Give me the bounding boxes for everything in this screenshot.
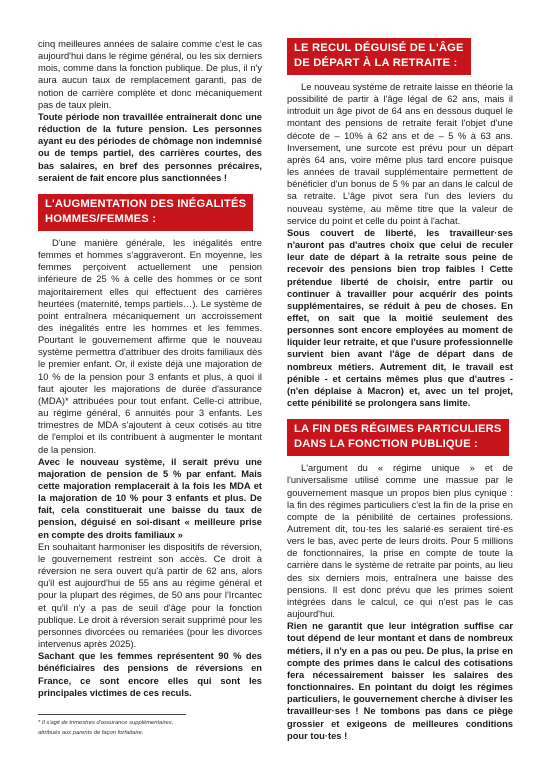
heading-line: L'AUGMENTATION DES INÉGALITÉS (45, 197, 247, 210)
bonuses-bold-paragraph: Rien ne garantit que leur intégration suffise car tout dépend de leur montant et dans de nombreux métiers, il n'y en a pas ou peu. De plus, la prise en compte des primes dans le calcul des cotisations fera nécessairement baisser les salaires des fonctionnaires. En pointant du doigt les régimes particuliers, le gouvernement cherche à diviser les travailleur·ses ! Ne tombons pas dans ce piège grossier et exigeons de meilleures conditions pour tou·tes ! (287, 621, 513, 741)
right-column (287, 38, 513, 742)
majoration-bold-paragraph: Avec le nouveau système, il serait prévu une majoration de pension de 5 % par enfant. Mais cette majoration remplacerait à la fois les MDA et la majoration de 10 % pour 3 enfants et plus. De fait, cela constituerait une baisse du taux de pension, déguisé en soi-disant « meilleure prise en compte des droits familiaux » (38, 456, 262, 540)
heading-line: DANS LA FONCTION PUBLIQUE : (294, 438, 478, 451)
section-heading-special-regimes (287, 419, 509, 456)
heading-line: LA FIN DES RÉGIMES PARTICULIERS (294, 423, 502, 436)
footnote-line: attribués aux parents de façon forfaitaire. (38, 730, 144, 736)
women-victims-paragraph: Sachant que les femmes représentent 90 % des bénéficiaires des pensions de réversions en France, ce sont encore elles qui sont les principales victimes de ces reculs. (38, 651, 262, 698)
section-heading-inequalities (38, 194, 253, 231)
section-heading-retirement-age (287, 38, 471, 75)
intro-bold-paragraph: Toute période non travaillée entrainerait donc une réduction de la future pension. Les personnes ayant eu des périodes de chômage non indemnisé ou de temps partiel, des carrières courtes, des bas salaires, en bref des personnes précaires, seraient de fait encore plus sanctionnées ! (38, 111, 262, 183)
left-column (38, 38, 262, 699)
footnote (38, 718, 278, 738)
intro-paragraph: cinq meilleures années de salaire comme c'est le cas aujourd'hui dans le régime général, ou les six derniers mois, comme dans la fonction publique. De plus, il n'y aura aucun taux de remplacement garanti, pas de notion de carrière complète et donc mécaniquement pas de taux plein. (38, 39, 262, 110)
reversion-paragraph: En souhaitant harmoniser les dispositifs de réversion, le gouvernement restreint son accès. Ce droit à réversion ne sera ouvert qu'à partir de 62 ans, alors qu'il est aujourd'hui de 55 ans au régime général et pour la plupart des régimes, de 50 ans pour l'Ircantec et qu'il n'y a pas de seuil d'âge pour la fonction publique. Le droit à réversion serait supprimé pour les personnes divorcées ou remariées (pour les divorces intervenus après 2025). (38, 541, 262, 650)
freedom-bold-paragraph: Sous couvert de liberté, les travailleur·ses n'auront pas d'autres choix que celui de reculer leur date de départ à la retraite sous peine de recevoir des pensions bien trop faibles ! Cette prétendue liberté de choisir, entre partir ou continuer à travailler pour acquérir des points supplémentaires, se réduit à peu de choses. En effet, on sait que la moitié seulement des personnes sont encore employées au moment de liquider leur retraite, et que l'usure professionnelle survient bien avant l'âge de départ dans de nombreux métiers. Autrement dit, le travail est pénible - et certains mêmes plus que d'autres - (n'en déplaise à Macron) et, avec un tel projet, cette pénibilité se prolongera sans limite. (287, 227, 513, 409)
heading-line: LE RECUL DÉGUISÉ DE L'ÂGE (294, 42, 464, 54)
universal-regime-paragraph: L'argument du « régime unique » et de l'universalisme utilisé comme une massue par le gouvernement masque un propos bien plus cynique : la fin des régimes particuliers c'est la fin de la prise en compte de la pénibilité de certaines professions. Autrement dit, tou·tes les salarié·es seraient tiré·es vers le bas, avec perte de leurs droits. Pour 5 millions de fonctionnaires, la prise en compte de toute la carrière dans le système de retraite par points, au lieu des six derniers mois, entraînera une baisse des pensions. Il est donc prévu que les primes soient intégrées dans le calcul, ce qui n'est pas le cas aujourd'hui. (287, 463, 513, 620)
footnote-divider (38, 714, 186, 715)
inequalities-paragraph: D'une manière générale, les inégalités entre femmes et hommes s'aggraveront. En moyenne, les femmes perçoivent actuellement une pension inférieure de 25 % à celle des hommes or ce sont majoritairement elles qui effectuent des carrières heurtées (maternité, temps partiels…). Le système de point entraînera mécaniquement un accroissement des inégalités entre les hommes et les femmes. Pourtant le gouvernement affirme que le nouveau système permettra d'attribuer des droits familiaux dès le premier enfant. Or, il existe déjà une majoration de 10 % de la pension pour 3 enfants et plus, à quoi il faut ajouter les majorations de durée d'assurance (MDA)* attribuées pour tout enfant. Celle-ci attribue, au régime général, 6 annuités pour 3 enfants. Les trimestres de MDA s'ajoutent à ceux cotisés au titre de l'emploi et ils contribuent à augmenter le montant de la pension. (38, 237, 262, 455)
heading-line: HOMMES/FEMMES : (45, 212, 157, 225)
pivot-age-paragraph: Le nouveau système de retraite laisse en théorie la possibilité de partir à l'âge légal de 62 ans, mais il introduit un âge pivot de 64 ans en dessous duquel le montant des pensions de retraite ferait l'objet d'une décote de – 10% à 62 ans et de – 5 % à 63 ans. Inversement, une surcote est prévu pour un départ après 64 ans, voire même plus tard encore puisque les années de travail supplémentaire permettent de bénéficier d'un bonus de 5 % par an dans le calcul de sa retraite. L'âge pivot sera l'un des leviers du nouveau système, au même titre que la valeur de service du point et celle du point à l'achat. (287, 82, 513, 226)
footnote-line: * Il s'agit de trimestres d'assurance supplémentaires, (38, 720, 174, 726)
heading-line: DE DÉPART À LA RETRAITE : (294, 57, 458, 69)
